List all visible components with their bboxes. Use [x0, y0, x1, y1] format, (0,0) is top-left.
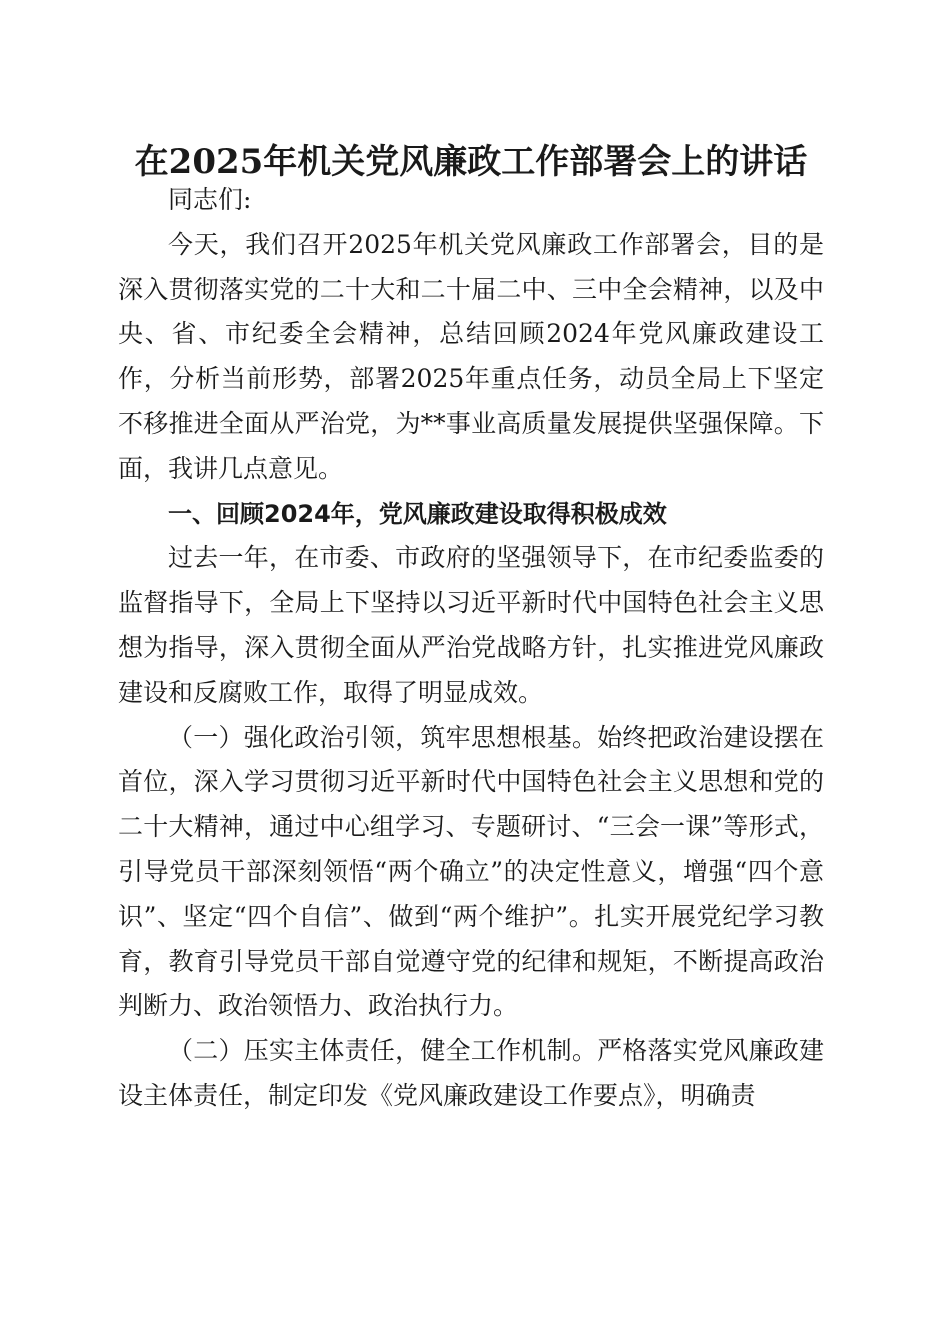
section-heading-1: 一、回顾2024年，党风廉政建设取得积极成效 — [168, 499, 667, 528]
paragraph-intro: 今天，我们召开2025年机关党风廉政工作部署会，目的是深入贯彻落实党的二十大和二十届二中、三中全会精神，以及中央、省、市纪委全会精神，总结回顾2024年党风廉政建设工作，分析当前形势，部署2025年重点任务，动员全局上下坚定不移推进全面从严治党，为**事业高质量发展提供坚强保障。下面，我讲几点意见。 — [118, 229, 824, 483]
document-title: 在2025年机关党风廉政工作部署会上的讲话 — [134, 142, 808, 182]
salutation: 同志们: — [168, 185, 252, 214]
paragraph-item-1: （一）强化政治引领，筑牢思想根基。始终把政治建设摆在首位，深入学习贯彻习近平新时代中国特色社会主义思想和党的二十大精神，通过中心组学习、专题研讨、“三会一课”等形式，引导党员干部深刻领悟“两个确立”的决定性意义，增强“四个意识”、坚定“四个自信”、做到“两个维护”。扎实开展党纪学习教育，教育引导党员干部自觉遵守党的纪律和规矩，不断提高政治判断力、政治领悟力、政治执行力。 — [118, 722, 824, 1021]
paragraph-item-2: （二）压实主体责任，健全工作机制。严格落实党风廉政建设主体责任，制定印发《党风廉政建设工作要点》，明确责 — [118, 1036, 824, 1110]
document-body — [118, 178, 824, 1119]
paragraph-review: 过去一年，在市委、市政府的坚强领导下，在市纪委监委的监督指导下，全局上下坚持以习近平新时代中国特色社会主义思想为指导，深入贯彻全面从严治党战略方针，扎实推进党风廉政建设和反腐败工作，取得了明显成效。 — [118, 543, 824, 707]
